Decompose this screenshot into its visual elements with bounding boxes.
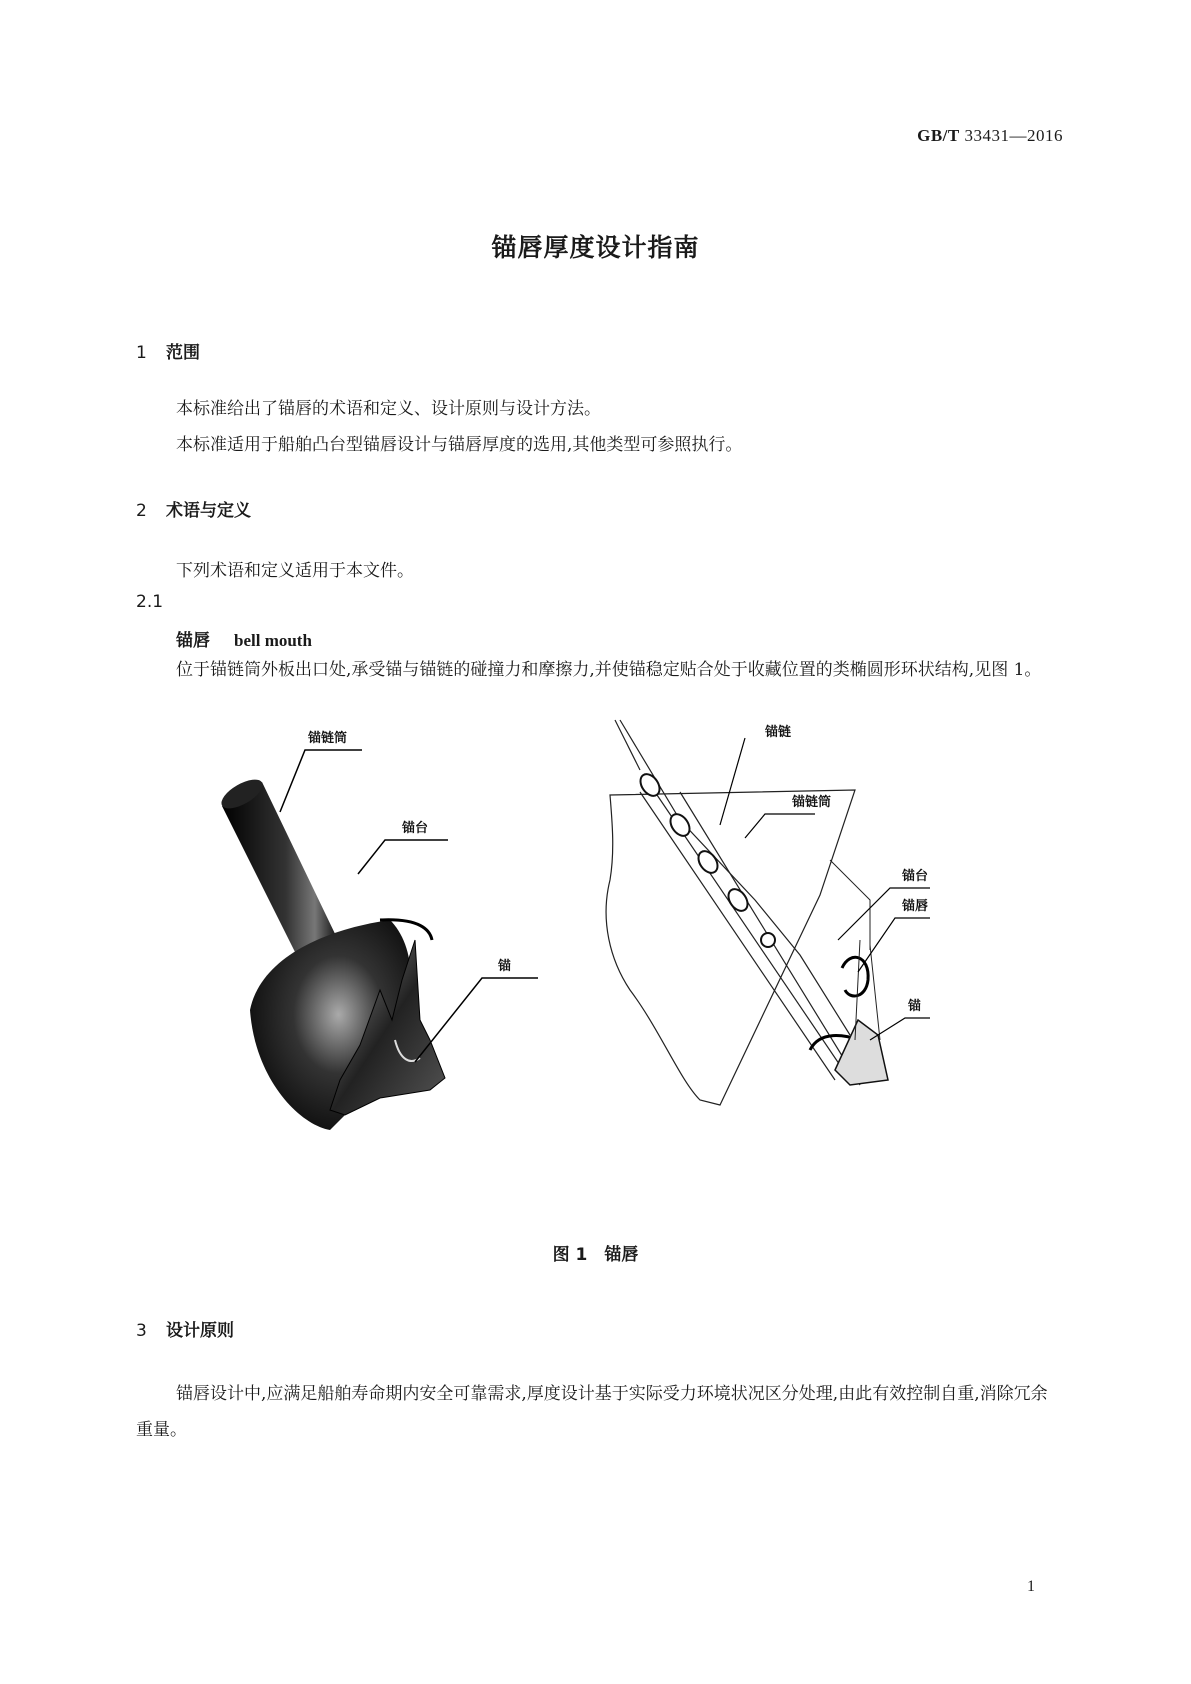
term-zh: 锚唇 (176, 631, 210, 651)
standard-number: 33431—2016 (964, 126, 1063, 145)
term-heading (176, 626, 312, 651)
label-anchor-pocket: 锚台 (402, 821, 429, 836)
standard-prefix: GB/T (917, 126, 960, 145)
section-number: 3 (136, 1321, 147, 1341)
standard-code (917, 126, 1063, 146)
section-3-paragraph-1: 锚唇设计中,应满足船舶寿命期内安全可靠需求,厚度设计基于实际受力环境状况区分处理,由此有效控制自重,消除冗余重量。 (136, 1384, 1048, 1440)
label-anchor: 锚 (498, 959, 512, 974)
right-diagram (606, 720, 888, 1105)
label-anchor-pocket-right: 锚台 (902, 869, 929, 884)
chain-pipe-shape (222, 782, 338, 962)
section-1-heading (136, 338, 200, 363)
term-definition: 位于锚链筒外板出口处,承受锚与锚链的碰撞力和摩擦力,并使锚稳定贴合处于收藏位置的类椭圆形环状结构,见图 1。 (176, 660, 1042, 680)
section-2-heading (136, 496, 251, 521)
term-number: 2.1 (136, 592, 164, 612)
label-chain-pipe-right: 锚链筒 (792, 795, 832, 810)
section-number: 2 (136, 501, 147, 521)
term-en: bell mouth (234, 631, 312, 650)
label-anchor-right: 锚 (908, 999, 922, 1014)
label-anchor-chain: 锚链 (765, 725, 792, 740)
label-bell-mouth: 锚唇 (902, 899, 929, 914)
section-2-paragraph-1: 下列术语和定义适用于本文件。 (176, 561, 414, 581)
figure-1 (0, 725, 1191, 1200)
section-1-paragraph-1: 本标准给出了锚唇的术语和定义、设计原则与设计方法。 (176, 399, 601, 419)
section-3-heading (136, 1316, 234, 1341)
page-number: 1 (1027, 1578, 1035, 1595)
section-number: 1 (136, 343, 147, 363)
section-title: 范围 (166, 343, 200, 363)
section-1-paragraph-2: 本标准适用于船舶凸台型锚唇设计与锚唇厚度的选用,其他类型可参照执行。 (176, 435, 743, 455)
label-chain-pipe: 锚链筒 (308, 731, 348, 746)
figure-caption: 图 1 锚唇 (552, 1245, 639, 1265)
section-title: 术语与定义 (166, 501, 251, 521)
section-title: 设计原则 (166, 1321, 234, 1341)
document-title: 锚唇厚度设计指南 (491, 233, 700, 262)
